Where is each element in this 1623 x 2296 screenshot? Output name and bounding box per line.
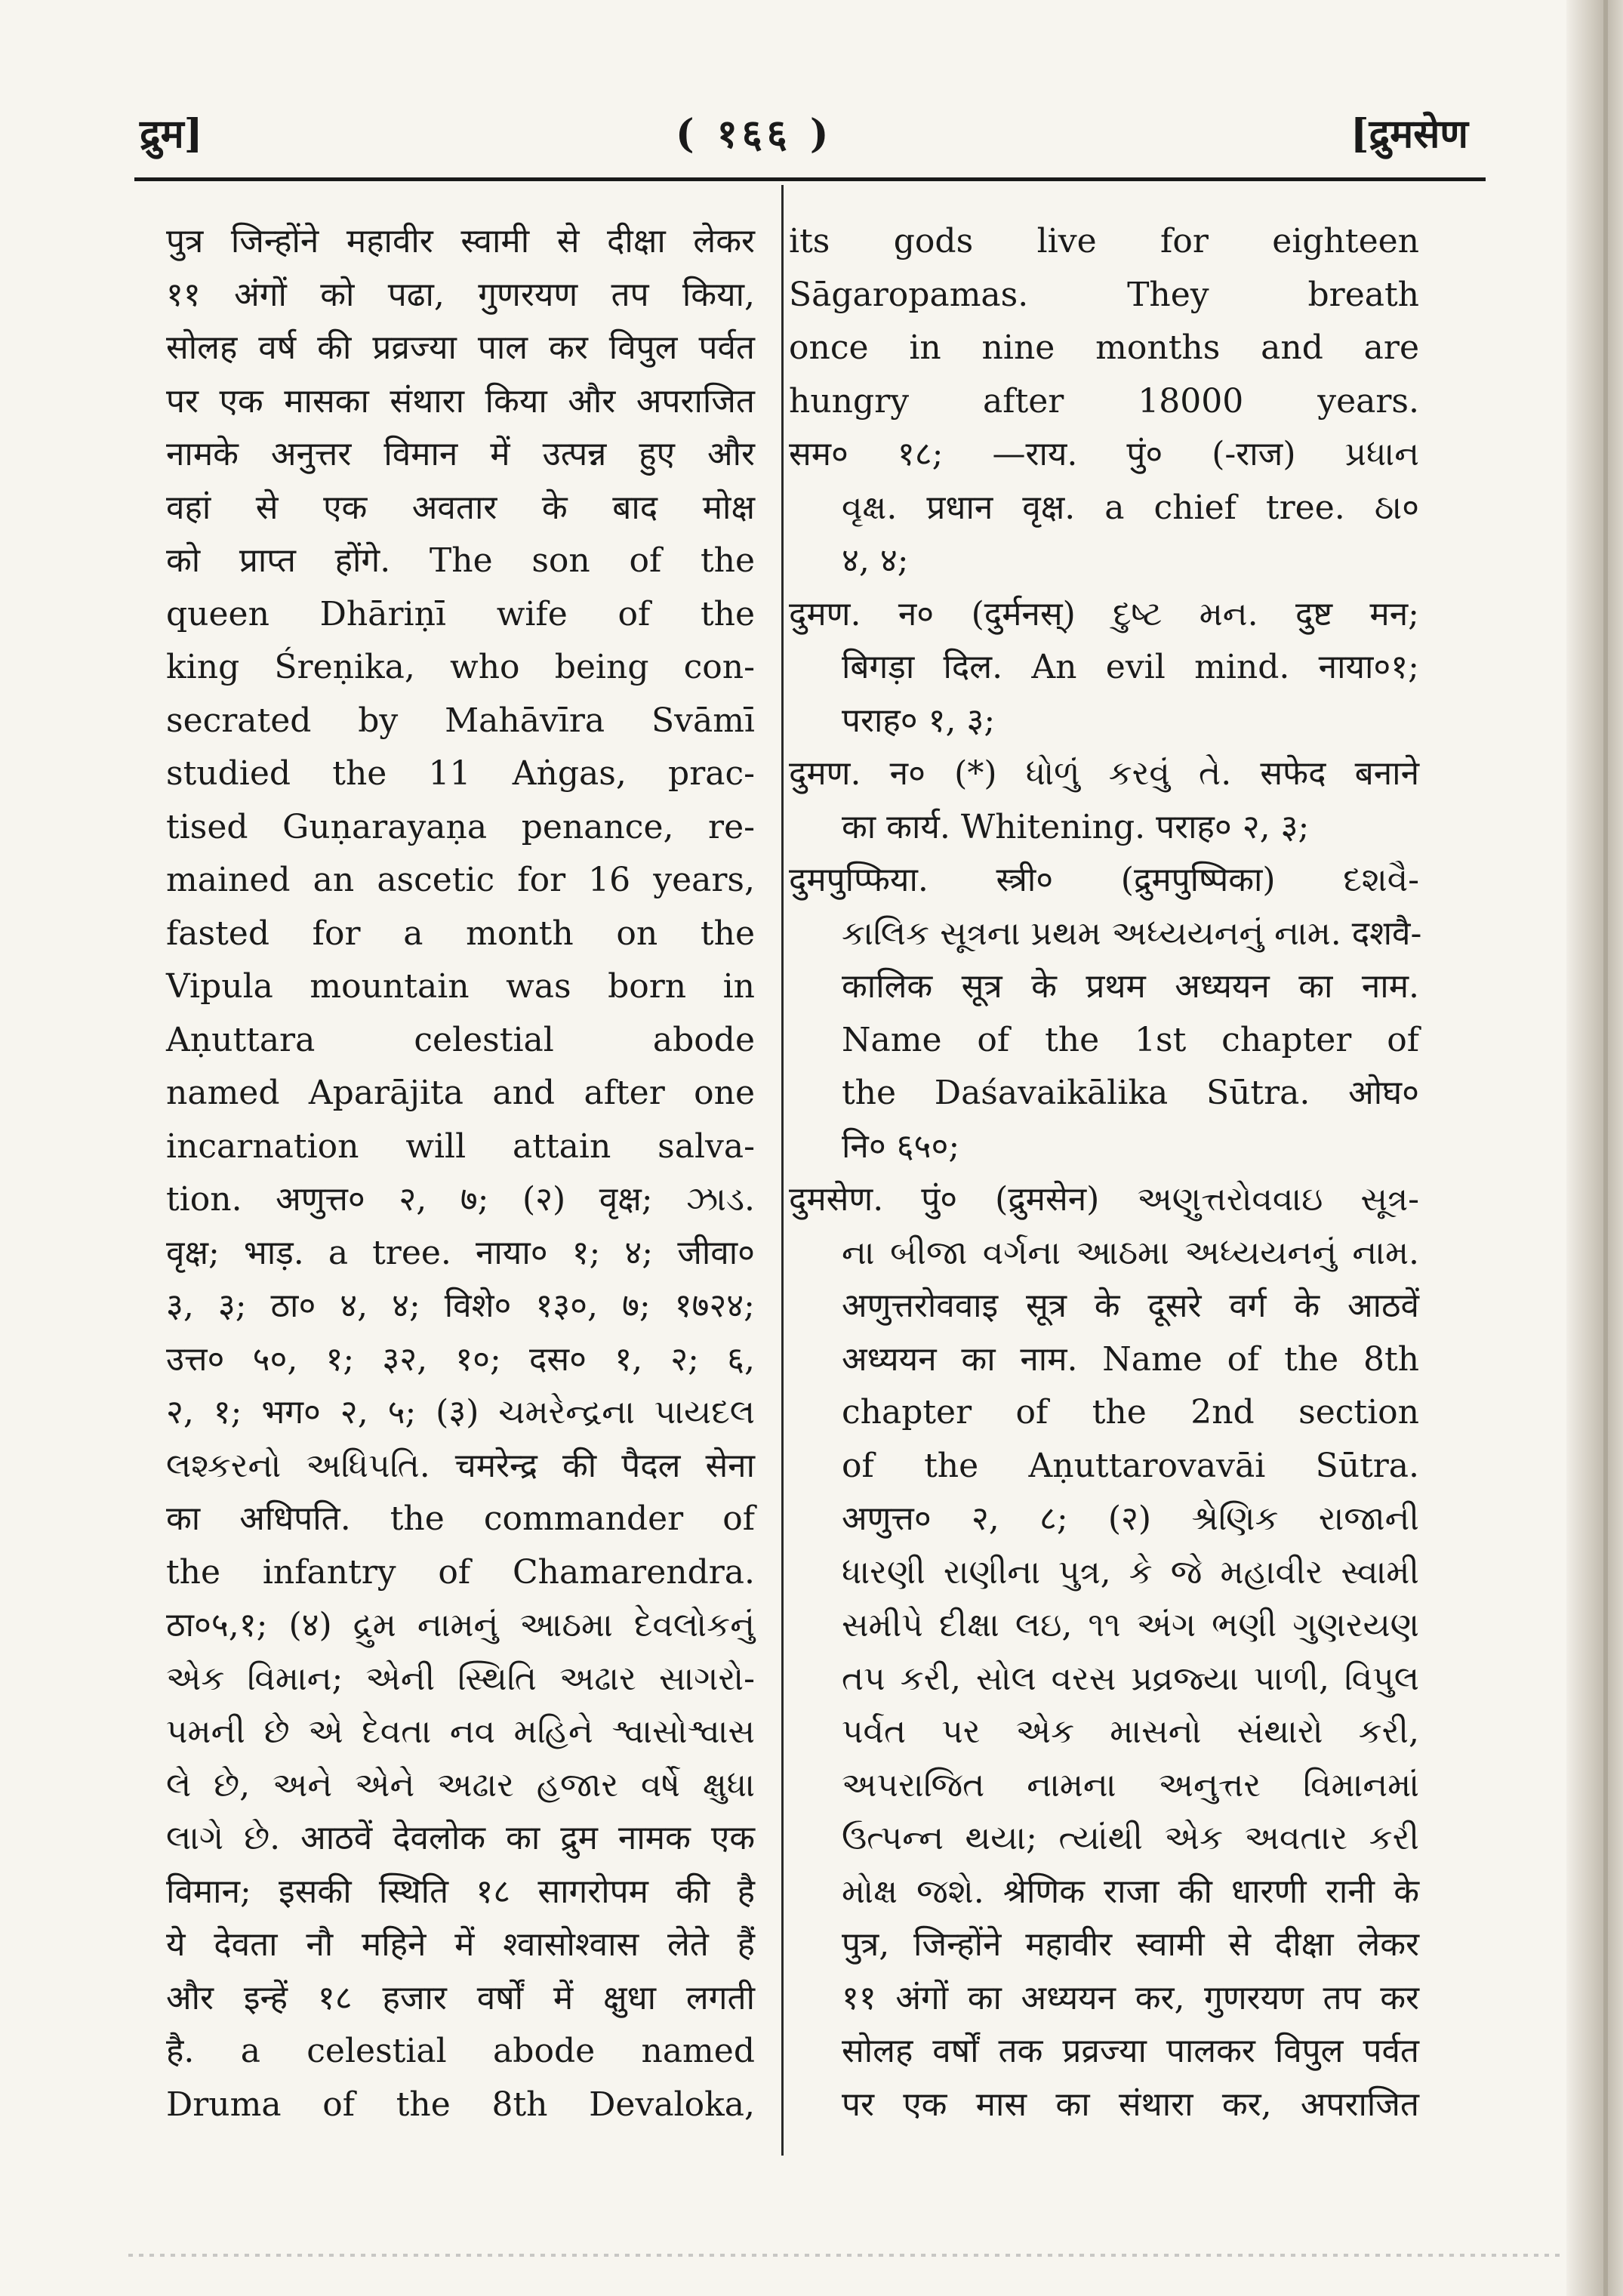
text-line: ઉત્પન્ન થયા; ત્યાંથી એક અવતાર કરી: [842, 1819, 1419, 1857]
text-line: તપ કરી, સોલ વરસ પ્રવ્રજ્યા પાળી, વિપુલ: [842, 1659, 1419, 1698]
text-line: અપરાજિત નામના અનુત્તર વિમાનમાં: [842, 1765, 1419, 1804]
text-line: એક વિમાન; એની સ્થિતિ અઢાર સાગરો-: [166, 1659, 755, 1698]
text-line: ११ अंगों को पढा, गुणरयण तप किया,: [166, 275, 755, 314]
text-line: queen Dhāriṇī wife of the: [166, 594, 755, 633]
text-line: પર્વત પર એક માસનો સંથારો કરી,: [842, 1712, 1419, 1751]
text-line: named Aparājita and after one: [166, 1074, 755, 1112]
text-line: अध्ययन का नाम. Name of the 8th: [842, 1339, 1419, 1379]
text-line: बिगड़ा दिल. An evil mind. नाया०१;: [842, 648, 1419, 686]
text-line: ११ अंगों का अध्ययन कर, गुणरयण तप कर: [842, 1978, 1419, 2017]
text-line: લાગે છે. आठवें देवलोक का द्रुम नामक एक: [166, 1819, 755, 1857]
text-line: उत्त० ५०, १; ३२, १०; दस० १, २; ६,: [166, 1339, 755, 1379]
page-header: [132, 91, 1491, 181]
text-line: tised Guṇarayaṇa penance, re-: [166, 807, 755, 846]
text-line: दुमण. न० (*) ધોળું કરવું તે. सफेद बनाने: [789, 754, 1419, 793]
text-line: पराह० १, ३;: [842, 701, 996, 740]
text-line: ३, ३; ठा० ४, ४; विशे० १३०, ७; १७२४;: [166, 1287, 755, 1325]
text-line: fasted for a month on the: [166, 914, 755, 953]
text-line: સમીપે દીક્ષા લઇ, ૧૧ અંગ ભણી ગુણરયણ: [842, 1606, 1419, 1644]
header-rule: [134, 177, 1486, 181]
text-line: Aṇuttara celestial abode: [166, 1020, 755, 1059]
text-line: Name of the 1st chapter of: [842, 1020, 1419, 1059]
text-line: ધારણી રાણીના પુત્ર, કે જે મહાવીર સ્વામી: [842, 1552, 1419, 1592]
text-line: king Śreṇika, who being con-: [166, 648, 755, 686]
text-line: पुत्र जिन्होंने महावीर स्वामी से दीक्षा लेकर: [166, 222, 755, 260]
text-line: chapter of the 2nd section: [842, 1393, 1419, 1432]
text-line: का कार्य. Whitening. पराह० २, ३;: [842, 807, 1310, 846]
text-line: नि० ६५०;: [842, 1126, 960, 1166]
text-line: ये देवता नौ महिने में श्वासोश्वास लेते हैं: [166, 1925, 755, 1964]
text-line: મોક્ષ જશે. श्रेणिक राजा की धारणी रानी के: [842, 1872, 1419, 1911]
text-line: को प्राप्त होंगे. The son of the: [166, 541, 755, 580]
text-line: दुमण. न० (दुर्मनस्) દુષ્ટ મન. दुष्ट मन;: [789, 594, 1419, 633]
column-divider: [781, 185, 784, 2156]
text-line: का अधिपति. the commander of: [166, 1499, 755, 1538]
text-line: सम० १८; —राय. पुं० (-राज) પ્રધાન: [789, 435, 1419, 473]
scan-edge-line: [1603, 0, 1608, 2296]
header-right-guideword: [द्रुमसेण: [1350, 111, 1468, 157]
text-line: Vipula mountain was born in: [166, 967, 755, 1006]
text-line: કાલિક સૂત્રના પ્રથમ અધ્યયનનું નામ. दशवै-: [842, 914, 1422, 953]
header-left-guideword: द्रुम]: [140, 111, 203, 157]
text-line: अणुत्तरोववाइ सूत्र के दूसरे वर्ग के आठवें: [842, 1287, 1419, 1325]
text-line: दुमपुप्फिया. स्त्री० (द्रुमपुष्पिका) દશવૈ-: [789, 861, 1419, 899]
text-line: पर एक मास का संथारा कर, अपराजित: [842, 2085, 1419, 2124]
text-line: दुमसेण. पुं० (द्रुमसेन) અણુત્તરોવવાઇ સૂત્ર-: [789, 1180, 1419, 1219]
text-line: Sāgaropamas. They breath: [789, 275, 1419, 314]
text-line: of the Aṇuttarovavāi Sūtra.: [842, 1446, 1419, 1485]
text-line: ४, ४;: [842, 541, 909, 580]
text-line: the infantry of Chamarendra.: [166, 1552, 755, 1592]
text-line: once in nine months and are: [789, 328, 1419, 367]
text-line: the Daśavaikālika Sūtra. ओघ०: [842, 1074, 1419, 1112]
text-line: सोलह वर्ष की प्रव्रज्या पाल कर विपुल पर्वत: [166, 328, 755, 367]
text-line: its gods live for eighteen: [789, 222, 1419, 260]
text-line: सोलह वर्षों तक प्रव्रज्या पालकर विपुल पर्वत: [842, 2032, 1419, 2070]
scan-bottom-noise: [128, 2254, 1563, 2257]
left-column: [166, 215, 755, 2131]
text-line: नामके अनुत्तर विमान में उत्पन्न हुए और: [166, 435, 755, 473]
text-line: પમની છે એ દેવતા નવ મહિને શ્વાસોશ્વાસ: [166, 1712, 755, 1751]
text-line: है. a celestial abode named: [166, 2032, 755, 2070]
text-line: secrated by Mahāvīra Svāmī: [166, 701, 755, 740]
text-line: और इन्हें १८ हजार वर्षों में क्षुधा लगती: [166, 1978, 755, 2017]
text-line: २, १; भग० २, ५; (३) ચમરેન્દ્રના પાયદલ: [166, 1393, 755, 1432]
scan-edge-shadow: [1566, 0, 1623, 2296]
text-line: पर एक मासका संथारा किया और अपराजित: [166, 381, 755, 421]
text-line: લશ્કરનો અધિપતિ. चमरेन्द्र की पैदल सेना: [166, 1446, 755, 1485]
text-line: वहां से एक अवतार के बाद मोक्ष: [166, 488, 755, 527]
right-column: [789, 215, 1422, 2131]
text-line: studied the 11 Aṅgas, prac-: [166, 754, 755, 793]
text-line: विमान; इसकी स्थिति १८ सागरोपम की है: [166, 1872, 755, 1911]
text-line: incarnation will attain salva-: [166, 1126, 755, 1166]
text-line: Druma of the 8th Devaloka,: [166, 2085, 755, 2124]
text-line: अणुत्त० २, ८; (२) શ્રેણિક રાજાની: [842, 1499, 1419, 1538]
page-number: ( १६६ ): [676, 111, 833, 157]
text-line: વૃક્ષ. प्रधान वृक्ष. a chief tree. ઠા०: [842, 488, 1419, 527]
text-line: पुत्र, जिन्होंने महावीर स्वामी से दीक्षा लेकर: [842, 1925, 1419, 1964]
text-line: લે છે, અને એને અઢાર હજાર વર્ષે ક્ષુધા: [166, 1765, 755, 1804]
text-line: hungry after 18000 years.: [789, 381, 1419, 421]
text-line: mained an ascetic for 16 years,: [166, 861, 755, 899]
text-line: tion. अणुत्त० २, ७; (२) वृक्ष; ઝાડ.: [166, 1180, 755, 1219]
text-line: वृक्ष; भाड़. a tree. नाया० १; ४; जीवा०: [166, 1233, 755, 1272]
text-line: ठा०५,१; (४) દ્રુમ નામનું આઠમા દેવલોકનું: [166, 1606, 755, 1644]
text-line: कालिक सूत्र के प्रथम अध्ययन का नाम.: [842, 967, 1419, 1006]
text-line: ના બીજા વર્ગના આઠમા અધ્યયનનું નામ.: [842, 1233, 1419, 1272]
